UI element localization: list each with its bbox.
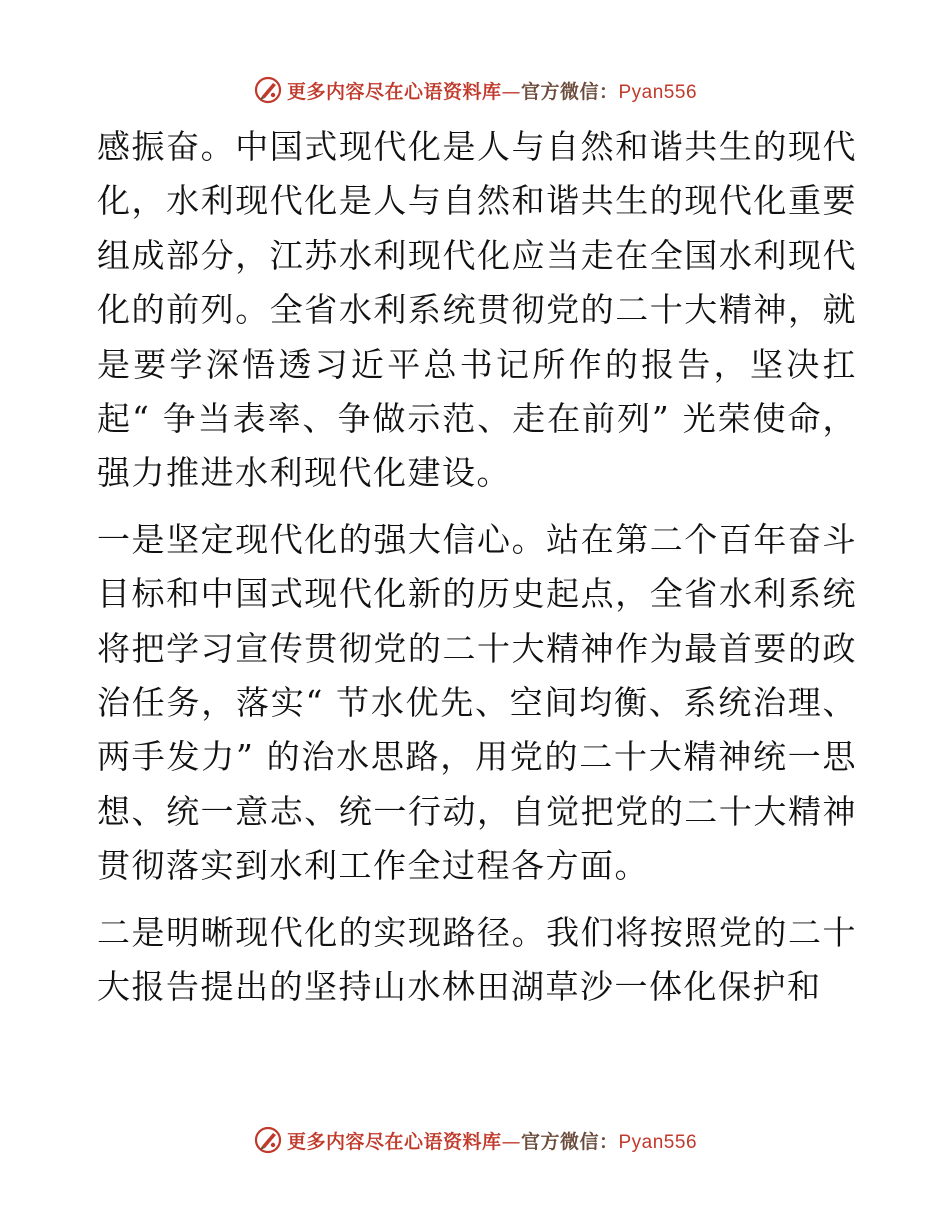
- logo-icon: [253, 75, 283, 105]
- banner-site-text: 更多内容尽在心语资料库: [286, 1130, 502, 1153]
- banner-text: [287, 77, 697, 104]
- banner-official-text: 官方微信：: [520, 1130, 619, 1153]
- banner-separator: —: [501, 1130, 521, 1153]
- banner-official-text: 官方微信：: [520, 80, 619, 103]
- logo-icon: [253, 1125, 283, 1155]
- banner-separator: —: [501, 80, 521, 103]
- banner-site-text: 更多内容尽在心语资料库: [286, 80, 502, 103]
- document-body: [97, 120, 857, 1027]
- paragraph: 二是明晰现代化的实现路径。我们将按照党的二十大报告提出的坚持山水林田湖草沙一体化保护和: [97, 912, 857, 1007]
- footer-banner: [0, 1120, 950, 1160]
- paragraph: 感振奋。中国式现代化是人与自然和谐共生的现代化，水利现代化是人与自然和谐共生的现代化重要组成部分，江苏水利现代化应当走在全国水利现代化的前列。全省水利系统贯彻党的二十大精神，就是要学深悟透习近平总书记所作的报告，坚决扛起“ 争当表率、争做示范、走在前列” 光荣使命，强力推进水利现代化建设。: [97, 127, 857, 493]
- banner-wechat-id: Pyan556: [618, 1131, 698, 1153]
- header-banner: [0, 70, 950, 110]
- banner-wechat-id: Pyan556: [618, 81, 698, 103]
- banner-text: [287, 1127, 697, 1154]
- paragraph: 一是坚定现代化的强大信心。站在第二个百年奋斗目标和中国式现代化新的历史起点，全省水利系统将把学习宣传贯彻党的二十大精神作为最首要的政治任务，落实“ 节水优先、空间均衡、系统治理、两手发力” 的治水思路，用党的二十大精神统一思想、统一意志、统一行动，自觉把党的二十大精神贯彻落实到水利工作全过程各方面。: [97, 519, 857, 886]
